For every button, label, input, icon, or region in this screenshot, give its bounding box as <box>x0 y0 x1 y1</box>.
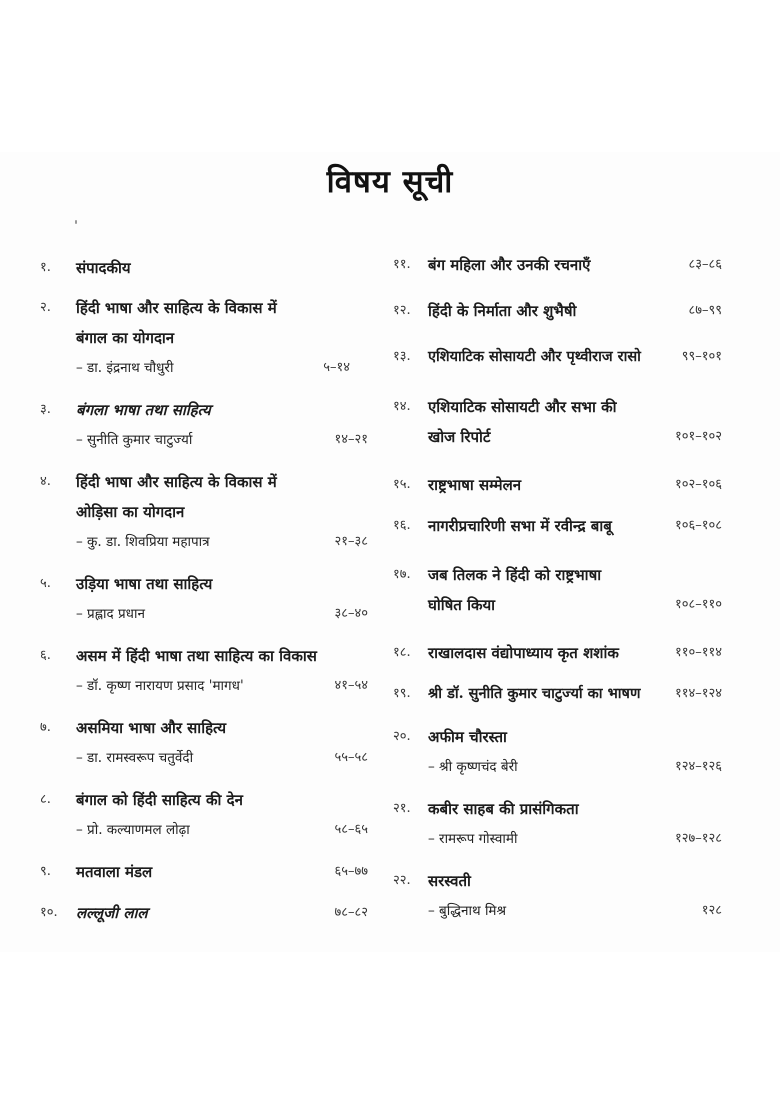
entry-number: १९. <box>393 686 411 701</box>
entry-pages: १२४–१२६ <box>674 759 722 774</box>
entry-pages: ५५–५८ <box>334 750 368 765</box>
entry-number: १२. <box>393 303 411 318</box>
entry-title: हिंदी भाषा और साहित्य के विकास में <box>76 299 277 317</box>
entry-title: संपादकीय <box>76 259 131 277</box>
entry-author: – डॉ. कृष्ण नारायण प्रसाद 'मागध' <box>76 678 244 694</box>
entry-title: श्री डॉ. सुनीति कुमार चाटुर्ज्या का भाषण <box>428 685 641 702</box>
entry-title: बंगाल को हिंदी साहित्य की देन <box>76 791 243 809</box>
entry-author: – बुद्धिनाथ मिश्र <box>428 903 507 919</box>
entry-title: हिंदी के निर्माता और शुभैषी <box>428 302 577 320</box>
entry-title-continued: बंगाल का योगदान <box>76 329 175 347</box>
entry-author: – प्रह्लाद प्रधान <box>76 606 145 622</box>
entry-number: ८. <box>40 792 51 807</box>
entry-number: २१. <box>393 801 411 816</box>
entry-pages: २१–३८ <box>334 534 368 549</box>
entry-pages: १४–२१ <box>334 432 368 447</box>
entry-author: – श्री कृष्णचंद बेरी <box>428 759 518 775</box>
entry-title: सरस्वती <box>428 872 471 890</box>
entry-title: मतवाला मंडल <box>76 863 153 881</box>
entry-pages: ४१–५४ <box>334 678 368 693</box>
entry-title: जब तिलक ने हिंदी को राष्ट्रभाषा <box>428 566 602 584</box>
entry-title: अफीम चौरस्ता <box>428 728 507 746</box>
entry-author: – कु. डा. शिवप्रिया महापात्र <box>76 534 210 550</box>
entry-pages: १०८–११० <box>674 597 722 612</box>
entry-author: – डा. रामस्वरूप चतुर्वेदी <box>76 750 194 766</box>
entry-title: एशियाटिक सोसायटी और सभा की <box>428 398 617 416</box>
entry-title: बंगला भाषा तथा साहित्य <box>76 401 211 419</box>
entry-author: – सुनीति कुमार चाटुर्ज्या <box>76 432 193 448</box>
entry-title-continued: खोज रिपोर्ट <box>428 428 491 446</box>
entry-pages: ६५–७७ <box>334 864 368 879</box>
entry-pages: १०२–१०६ <box>674 477 722 492</box>
entry-pages: ११०–११४ <box>674 645 722 660</box>
entry-number: १. <box>40 260 51 275</box>
entry-number: ३. <box>40 402 51 417</box>
entry-number: २२. <box>393 873 411 888</box>
entry-pages: ८३–८६ <box>688 257 722 272</box>
entry-number: १५. <box>393 477 411 492</box>
entry-title: कबीर साहब की प्रासंगिकता <box>428 800 579 818</box>
entry-pages: ११४–१२४ <box>674 686 722 701</box>
entry-pages: १२८ <box>701 903 722 918</box>
entry-number: १८. <box>393 645 411 660</box>
entry-number: २. <box>40 300 51 315</box>
entry-pages: ५–१४ <box>323 360 350 375</box>
entry-title: बंग महिला और उनकी रचनाएँ <box>428 256 591 274</box>
entry-author: – डा. इंद्रनाथ चौधुरी <box>76 360 174 376</box>
entry-number: ११. <box>393 257 411 272</box>
entry-number: ६. <box>40 648 51 663</box>
entry-title: नागरीप्रचारिणी सभा में रवीन्द्र बाबू <box>428 517 612 535</box>
entry-pages: ९९–१०१ <box>681 349 722 364</box>
entry-number: ५. <box>40 576 51 591</box>
entry-pages: ५८–६५ <box>334 822 368 837</box>
entry-author: – प्रो. कल्याणमल लोढ़ा <box>76 822 190 838</box>
entry-title: उड़िया भाषा तथा साहित्य <box>76 575 213 593</box>
entry-title: लल्लूजी लाल <box>76 904 148 922</box>
entry-title: एशियाटिक सोसायटी और पृथ्वीराज रासो <box>428 348 641 365</box>
entry-title-continued: ओड़िसा का योगदान <box>76 503 185 521</box>
entry-number: १०. <box>40 905 58 920</box>
entry-title: असमिया भाषा और साहित्य <box>76 719 227 737</box>
entry-number: १३. <box>393 349 411 364</box>
entry-number: ४. <box>40 474 51 489</box>
entry-number: १६. <box>393 518 411 533</box>
entry-title: असम में हिंदी भाषा तथा साहित्य का विकास <box>76 647 317 665</box>
entry-pages: ७८–८२ <box>334 905 368 920</box>
entry-pages: १०१–१०२ <box>674 429 722 444</box>
entry-pages: ८७–९९ <box>688 303 722 318</box>
entry-title-continued: घोषित किया <box>428 596 496 614</box>
entry-pages: १२७–१२८ <box>674 831 722 846</box>
entry-number: १७. <box>393 567 411 582</box>
entry-pages: १०६–१०८ <box>674 518 722 533</box>
entry-title: राष्ट्रभाषा सम्मेलन <box>428 476 522 494</box>
entry-number: ७. <box>40 720 51 735</box>
page-title: विषय सूची <box>326 164 454 200</box>
entry-title: राखालदास वंद्योपाध्याय कृत शशांक <box>428 644 619 662</box>
entry-number: २०. <box>393 729 411 744</box>
entry-author: – रामरूप गोस्वामी <box>428 831 518 847</box>
entry-title: हिंदी भाषा और साहित्य के विकास में <box>76 473 277 491</box>
entry-pages: ३८–४० <box>334 606 368 621</box>
entry-number: १४. <box>393 399 411 414</box>
scan-speck <box>75 220 77 224</box>
entry-number: ९. <box>40 864 51 879</box>
